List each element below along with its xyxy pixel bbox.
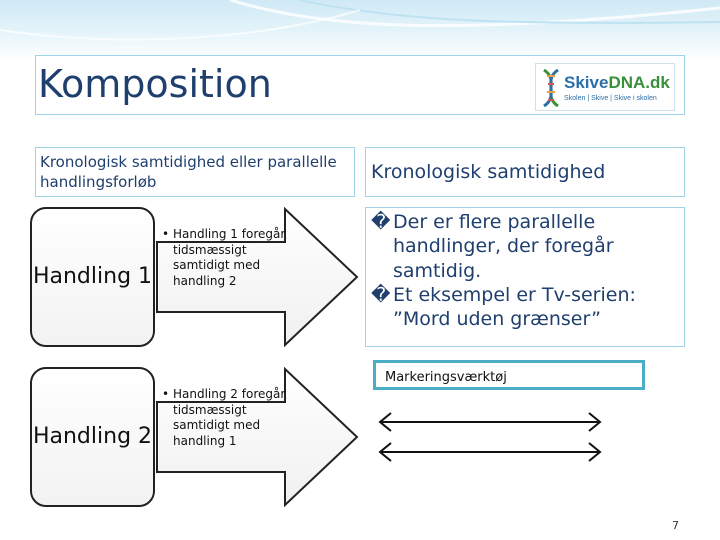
arrow-2-bullet: •: [162, 387, 170, 401]
bullet-glyph: �: [371, 283, 391, 306]
arrow-2-rest: tidsmæssigt samtidigt med handling 1: [173, 402, 261, 448]
arrow-1-text: [162, 227, 302, 289]
handling-1-box: [30, 207, 155, 347]
bullet-item: [371, 283, 684, 332]
bullet-item: [371, 210, 684, 283]
right-heading: Kronologisk samtidighed: [365, 147, 685, 197]
handling-1-label: Handling 1: [32, 264, 153, 290]
left-heading: Kronologisk samtidighed eller parallelle handlingsforløb: [35, 147, 355, 197]
bullet-text: Et eksempel er Tv-serien: ”Mord uden grænser”: [393, 283, 636, 331]
page-number: 7: [672, 519, 679, 532]
slide-title: Komposition: [38, 62, 272, 106]
right-bullet-list: [365, 207, 685, 347]
bullet-text: Der er flere parallelle handlinger, der foregår samtidig.: [393, 211, 614, 282]
handling-2-box: [30, 367, 155, 507]
handling-2-label: Handling 2: [32, 424, 153, 450]
skivedna-logo: [535, 63, 675, 111]
arrow-1-bullet: •: [162, 227, 170, 241]
logo-tagline: Skolen | Skive | Skive i skolen: [564, 95, 657, 102]
logo-name-part1: Skive: [564, 73, 609, 92]
logo-name: [564, 73, 670, 93]
double-arrow-icon: [375, 440, 605, 464]
arrow-1-rest: tidsmæssigt samtidigt med handling 2: [173, 242, 261, 288]
arrow-2-text: [162, 387, 302, 449]
arrow-1-first-line: Handling 1 foregår: [173, 227, 286, 241]
bullet-glyph: �: [371, 211, 391, 233]
logo-name-part2: DNA.dk: [608, 73, 670, 92]
double-arrow-icon: [375, 410, 605, 434]
header-decoration: [0, 0, 720, 60]
marker-tool-box: Markeringsværktøj: [373, 360, 645, 390]
dna-helix-icon: [540, 68, 562, 108]
arrow-2-first-line: Handling 2 foregår: [173, 387, 286, 401]
